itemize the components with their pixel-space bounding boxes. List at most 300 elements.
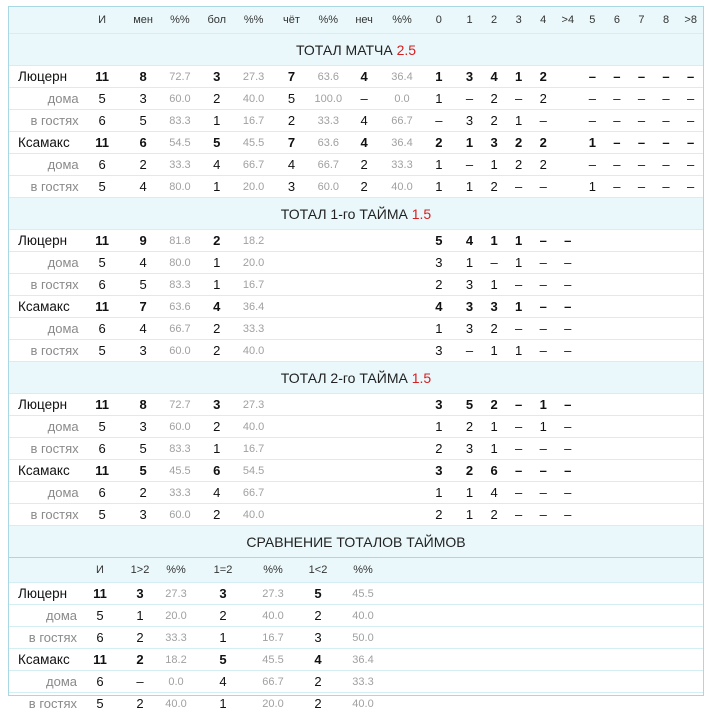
compare-cell: 1 xyxy=(121,605,159,627)
stat-cell: – xyxy=(531,504,556,526)
stat-cell: 2 xyxy=(531,154,556,176)
stat-cell: 40.0 xyxy=(236,504,271,526)
stat-cell: – xyxy=(556,460,581,482)
stat-cell: 60.0 xyxy=(163,340,198,362)
stat-cell: 1 xyxy=(506,66,531,88)
stat-cell: – xyxy=(506,318,531,340)
section-title-text: ТОТАЛ 1-го ТАЙМА xyxy=(281,206,408,222)
compare-title: СРАВНЕНИЕ ТОТАЛОВ ТАЙМОВ xyxy=(9,526,703,558)
stat-cell: 5 xyxy=(124,460,163,482)
stat-cell xyxy=(312,230,345,252)
column-header: 5 xyxy=(580,7,605,34)
stat-cell: 5 xyxy=(457,394,482,416)
stat-cell xyxy=(605,438,630,460)
stat-cell: 1 xyxy=(580,176,605,198)
stat-cell: 83.3 xyxy=(163,438,198,460)
stat-cell: 16.7 xyxy=(236,438,271,460)
stat-cell: – xyxy=(506,88,531,110)
stat-cell: 3 xyxy=(457,66,482,88)
stat-cell: 8 xyxy=(124,66,163,88)
stat-cell: 2 xyxy=(482,504,507,526)
stat-cell: 33.3 xyxy=(163,482,198,504)
stat-cell xyxy=(312,340,345,362)
compare-row xyxy=(9,649,703,671)
compare-filler xyxy=(383,583,703,605)
column-header: %% xyxy=(384,7,421,34)
stat-cell: – xyxy=(531,176,556,198)
stat-cell xyxy=(654,230,679,252)
stat-cell: 3 xyxy=(197,66,236,88)
stat-cell: 3 xyxy=(124,88,163,110)
stat-cell: 40.0 xyxy=(236,88,271,110)
stat-cell: 1 xyxy=(506,110,531,132)
stat-cell: 66.7 xyxy=(384,110,421,132)
stat-cell: 3 xyxy=(457,296,482,318)
header-team xyxy=(9,7,81,34)
stat-cell: 3 xyxy=(124,416,163,438)
stat-cell: 2 xyxy=(345,176,384,198)
venue-label: в гостях xyxy=(9,176,81,198)
compare-row xyxy=(9,583,703,605)
compare-cell: 40.0 xyxy=(253,605,293,627)
stat-cell xyxy=(580,318,605,340)
section-title xyxy=(9,198,703,230)
stat-cell xyxy=(556,88,581,110)
stat-cell: 1 xyxy=(531,394,556,416)
stat-cell xyxy=(654,252,679,274)
venue-label: дома xyxy=(9,318,81,340)
compare-cell: 2 xyxy=(121,627,159,649)
stat-cell xyxy=(629,482,654,504)
stat-cell xyxy=(345,460,384,482)
stat-cell: 1 xyxy=(197,110,236,132)
stat-cell: – xyxy=(531,274,556,296)
compare-cell: 5 xyxy=(293,583,343,605)
section-title-text: ТОТАЛ 2-го ТАЙМА xyxy=(281,370,408,386)
stat-cell: – xyxy=(506,460,531,482)
compare-cell: 1 xyxy=(193,693,253,714)
stat-cell: – xyxy=(605,176,630,198)
stat-cell: 6 xyxy=(81,482,124,504)
compare-row xyxy=(9,693,703,714)
stat-cell: – xyxy=(605,88,630,110)
stat-cell: 1 xyxy=(506,296,531,318)
stat-cell: 5 xyxy=(124,110,163,132)
stat-cell: 66.7 xyxy=(163,318,198,340)
stat-cell: – xyxy=(654,88,679,110)
stat-cell: – xyxy=(531,296,556,318)
stat-cell: 1 xyxy=(482,230,507,252)
stat-cell: 8 xyxy=(124,394,163,416)
stat-cell xyxy=(384,482,421,504)
column-header: %% xyxy=(236,7,271,34)
stat-cell: 11 xyxy=(81,132,124,154)
totals-table xyxy=(9,7,703,525)
stat-cell: 3 xyxy=(457,274,482,296)
stat-cell: 11 xyxy=(81,394,124,416)
stat-cell xyxy=(271,230,312,252)
table-row xyxy=(9,438,703,460)
compare-cell: – xyxy=(121,671,159,693)
compare-cell: 27.3 xyxy=(159,583,193,605)
stat-cell xyxy=(629,394,654,416)
compare-cell: 4 xyxy=(293,649,343,671)
stat-cell: 4 xyxy=(197,482,236,504)
compare-column-header: И xyxy=(79,558,121,583)
compare-cell: 27.3 xyxy=(253,583,293,605)
stat-cell: 2 xyxy=(124,154,163,176)
stat-cell xyxy=(271,274,312,296)
stat-cell xyxy=(345,340,384,362)
stat-cell: 4 xyxy=(420,296,457,318)
stat-cell xyxy=(654,340,679,362)
table-row xyxy=(9,66,703,88)
stat-cell xyxy=(580,394,605,416)
stat-cell: 6 xyxy=(81,318,124,340)
stat-cell xyxy=(271,318,312,340)
stat-cell: 66.7 xyxy=(236,482,271,504)
stat-cell xyxy=(605,318,630,340)
stat-cell: 2 xyxy=(197,88,236,110)
compare-cell: 5 xyxy=(79,605,121,627)
stat-cell xyxy=(271,416,312,438)
stat-cell xyxy=(312,416,345,438)
compare-cell: 2 xyxy=(293,605,343,627)
table-row xyxy=(9,416,703,438)
stat-cell xyxy=(678,416,703,438)
section-title xyxy=(9,34,703,66)
stat-cell: 2 xyxy=(420,132,457,154)
compare-cell: 6 xyxy=(79,627,121,649)
stat-cell: 1 xyxy=(197,176,236,198)
stat-cell: 2 xyxy=(420,504,457,526)
stat-cell: 27.3 xyxy=(236,394,271,416)
stat-cell xyxy=(384,394,421,416)
stat-cell: – xyxy=(678,132,703,154)
stat-cell: 2 xyxy=(197,230,236,252)
stat-cell: 0.0 xyxy=(384,88,421,110)
stat-cell: 4 xyxy=(124,176,163,198)
stat-cell xyxy=(629,252,654,274)
stat-cell: – xyxy=(654,154,679,176)
compare-cell: 3 xyxy=(121,583,159,605)
stat-cell: 3 xyxy=(124,340,163,362)
team-name: Ксамакс xyxy=(9,460,81,482)
stat-cell xyxy=(605,274,630,296)
stat-cell xyxy=(580,340,605,362)
stat-cell: – xyxy=(654,132,679,154)
stat-cell: – xyxy=(556,340,581,362)
stat-cell xyxy=(629,230,654,252)
stat-cell xyxy=(605,340,630,362)
compare-row xyxy=(9,605,703,627)
table-row xyxy=(9,340,703,362)
stat-cell: 11 xyxy=(81,66,124,88)
stat-cell: 36.4 xyxy=(384,66,421,88)
stat-cell: – xyxy=(506,176,531,198)
stat-cell: 1 xyxy=(420,66,457,88)
table-row xyxy=(9,394,703,416)
stat-cell: 1 xyxy=(420,88,457,110)
compare-cell: 45.5 xyxy=(343,583,383,605)
stat-cell: 5 xyxy=(124,274,163,296)
stat-cell: 4 xyxy=(271,154,312,176)
stat-cell: – xyxy=(678,176,703,198)
stat-cell: 7 xyxy=(271,132,312,154)
stat-cell: – xyxy=(556,230,581,252)
stat-cell: 6 xyxy=(81,438,124,460)
compare-cell: 20.0 xyxy=(253,693,293,714)
stat-cell xyxy=(384,416,421,438)
stat-cell: – xyxy=(506,274,531,296)
compare-cell: 40.0 xyxy=(343,605,383,627)
stat-cell: 11 xyxy=(81,296,124,318)
stat-cell: 7 xyxy=(124,296,163,318)
team-name: Люцерн xyxy=(9,230,81,252)
stat-cell: 1 xyxy=(457,482,482,504)
stat-cell xyxy=(580,482,605,504)
compare-table xyxy=(9,525,703,714)
column-header: 3 xyxy=(506,7,531,34)
stat-cell: 9 xyxy=(124,230,163,252)
stat-cell: 2 xyxy=(506,132,531,154)
stat-cell: 2 xyxy=(345,154,384,176)
stat-cell: 83.3 xyxy=(163,274,198,296)
stat-cell: 1 xyxy=(197,438,236,460)
stat-cell: – xyxy=(605,110,630,132)
compare-cell: 2 xyxy=(121,693,159,714)
stat-cell: – xyxy=(556,438,581,460)
stat-cell: 6 xyxy=(482,460,507,482)
stat-cell: – xyxy=(605,66,630,88)
stat-cell xyxy=(605,394,630,416)
compare-column-header: 1<2 xyxy=(293,558,343,583)
compare-column-header: %% xyxy=(343,558,383,583)
stat-cell: 45.5 xyxy=(163,460,198,482)
stat-cell xyxy=(605,230,630,252)
column-header: 2 xyxy=(482,7,507,34)
compare-cell: 2 xyxy=(193,605,253,627)
stat-cell: – xyxy=(556,394,581,416)
stat-cell: 1 xyxy=(457,504,482,526)
stat-cell xyxy=(271,504,312,526)
compare-cell: 4 xyxy=(193,671,253,693)
stat-cell xyxy=(312,438,345,460)
stat-cell xyxy=(629,274,654,296)
stat-cell: – xyxy=(531,482,556,504)
stat-cell: 2 xyxy=(531,88,556,110)
stats-panel xyxy=(8,6,704,696)
stat-cell xyxy=(580,460,605,482)
stat-cell: 2 xyxy=(197,416,236,438)
stat-cell: – xyxy=(506,438,531,460)
stat-cell: 40.0 xyxy=(384,176,421,198)
stat-cell: 11 xyxy=(81,230,124,252)
stat-cell: 2 xyxy=(457,416,482,438)
compare-row xyxy=(9,671,703,693)
section-title xyxy=(9,362,703,394)
column-header: 4 xyxy=(531,7,556,34)
stat-cell: – xyxy=(629,110,654,132)
stat-cell: 2 xyxy=(197,504,236,526)
stat-cell: 40.0 xyxy=(236,416,271,438)
team-name: Ксамакс xyxy=(9,649,79,671)
stat-cell: 63.6 xyxy=(312,132,345,154)
stat-cell xyxy=(678,438,703,460)
compare-cell: 2 xyxy=(121,649,159,671)
stat-cell xyxy=(271,460,312,482)
stat-cell xyxy=(271,296,312,318)
stat-cell: 40.0 xyxy=(236,340,271,362)
stat-cell: – xyxy=(506,482,531,504)
stat-cell: 1 xyxy=(420,154,457,176)
stat-cell xyxy=(654,482,679,504)
compare-title-row xyxy=(9,526,703,558)
stat-cell: 5 xyxy=(81,504,124,526)
table-row xyxy=(9,252,703,274)
column-header: 6 xyxy=(605,7,630,34)
stat-cell: – xyxy=(580,110,605,132)
stat-cell: 1 xyxy=(531,416,556,438)
stat-cell: 2 xyxy=(482,318,507,340)
compare-filler xyxy=(383,649,703,671)
venue-label: дома xyxy=(9,671,79,693)
table-row xyxy=(9,154,703,176)
column-header: мен xyxy=(124,7,163,34)
stat-cell: – xyxy=(345,88,384,110)
stat-cell xyxy=(605,504,630,526)
stat-cell xyxy=(271,252,312,274)
stat-cell: 3 xyxy=(457,110,482,132)
stat-cell: 83.3 xyxy=(163,110,198,132)
stat-cell: – xyxy=(678,66,703,88)
stat-cell: 5 xyxy=(420,230,457,252)
stat-cell: – xyxy=(506,504,531,526)
stat-cell xyxy=(345,394,384,416)
stat-cell: – xyxy=(678,154,703,176)
stat-cell: 3 xyxy=(420,340,457,362)
compare-filler xyxy=(383,671,703,693)
team-name: Люцерн xyxy=(9,583,79,605)
compare-header-team xyxy=(9,558,79,583)
table-row xyxy=(9,88,703,110)
stat-cell: 54.5 xyxy=(236,460,271,482)
stat-cell: – xyxy=(531,340,556,362)
venue-label: в гостях xyxy=(9,627,79,649)
stat-cell xyxy=(384,274,421,296)
stat-cell xyxy=(605,482,630,504)
table-row xyxy=(9,132,703,154)
table-row xyxy=(9,318,703,340)
compare-cell: 36.4 xyxy=(343,649,383,671)
stat-cell: – xyxy=(531,252,556,274)
compare-column-header: %% xyxy=(253,558,293,583)
stat-cell: 72.7 xyxy=(163,394,198,416)
stat-cell: – xyxy=(531,438,556,460)
stat-cell xyxy=(580,416,605,438)
stat-cell xyxy=(678,296,703,318)
stat-cell xyxy=(345,318,384,340)
stat-cell: 54.5 xyxy=(163,132,198,154)
table-row xyxy=(9,110,703,132)
stat-cell xyxy=(271,438,312,460)
stat-cell xyxy=(580,504,605,526)
stat-cell: 60.0 xyxy=(163,504,198,526)
stat-cell: 4 xyxy=(197,296,236,318)
stat-cell xyxy=(345,230,384,252)
section-title-text: ТОТАЛ МАТЧА xyxy=(296,42,393,58)
stat-cell xyxy=(605,296,630,318)
stat-cell xyxy=(580,438,605,460)
stat-cell: 1 xyxy=(482,154,507,176)
compare-cell: 16.7 xyxy=(253,627,293,649)
compare-cell: 6 xyxy=(79,671,121,693)
stat-cell xyxy=(384,504,421,526)
stat-cell xyxy=(654,296,679,318)
stat-cell: 6 xyxy=(197,460,236,482)
stat-cell: 1 xyxy=(482,274,507,296)
stat-cell: – xyxy=(654,176,679,198)
stat-cell: 3 xyxy=(420,394,457,416)
column-header: бол xyxy=(197,7,236,34)
table-row xyxy=(9,274,703,296)
venue-label: дома xyxy=(9,416,81,438)
stat-cell: 1 xyxy=(420,318,457,340)
stat-cell xyxy=(556,66,581,88)
section-total-value: 1.5 xyxy=(412,206,431,222)
column-header: >8 xyxy=(678,7,703,34)
stat-cell: 1 xyxy=(457,132,482,154)
stat-cell xyxy=(629,340,654,362)
compare-cell: 3 xyxy=(293,627,343,649)
stat-cell: 3 xyxy=(420,252,457,274)
stat-cell: 80.0 xyxy=(163,176,198,198)
table-row xyxy=(9,504,703,526)
stat-cell: – xyxy=(457,154,482,176)
stat-cell xyxy=(271,394,312,416)
table-row xyxy=(9,230,703,252)
stat-cell: 1 xyxy=(506,252,531,274)
stat-cell xyxy=(345,482,384,504)
stat-cell: – xyxy=(580,88,605,110)
stat-cell: – xyxy=(556,504,581,526)
compare-cell: 18.2 xyxy=(159,649,193,671)
stat-cell: 66.7 xyxy=(236,154,271,176)
stat-cell: 3 xyxy=(482,132,507,154)
compare-cell: 45.5 xyxy=(253,649,293,671)
stat-cell xyxy=(580,274,605,296)
stat-cell: 4 xyxy=(345,66,384,88)
stat-cell: 5 xyxy=(81,252,124,274)
stat-cell xyxy=(678,460,703,482)
venue-label: в гостях xyxy=(9,110,81,132)
stat-cell: – xyxy=(531,460,556,482)
stat-cell: 72.7 xyxy=(163,66,198,88)
stat-cell: – xyxy=(457,88,482,110)
stat-cell xyxy=(654,438,679,460)
stat-cell: 16.7 xyxy=(236,110,271,132)
stat-cell: 1 xyxy=(197,274,236,296)
stat-cell: 60.0 xyxy=(163,88,198,110)
stat-cell: 4 xyxy=(457,230,482,252)
column-header: >4 xyxy=(556,7,581,34)
compare-cell: 33.3 xyxy=(159,627,193,649)
venue-label: дома xyxy=(9,154,81,176)
stat-cell: – xyxy=(629,154,654,176)
stat-cell: – xyxy=(506,394,531,416)
venue-label: в гостях xyxy=(9,504,81,526)
team-name: Ксамакс xyxy=(9,132,81,154)
